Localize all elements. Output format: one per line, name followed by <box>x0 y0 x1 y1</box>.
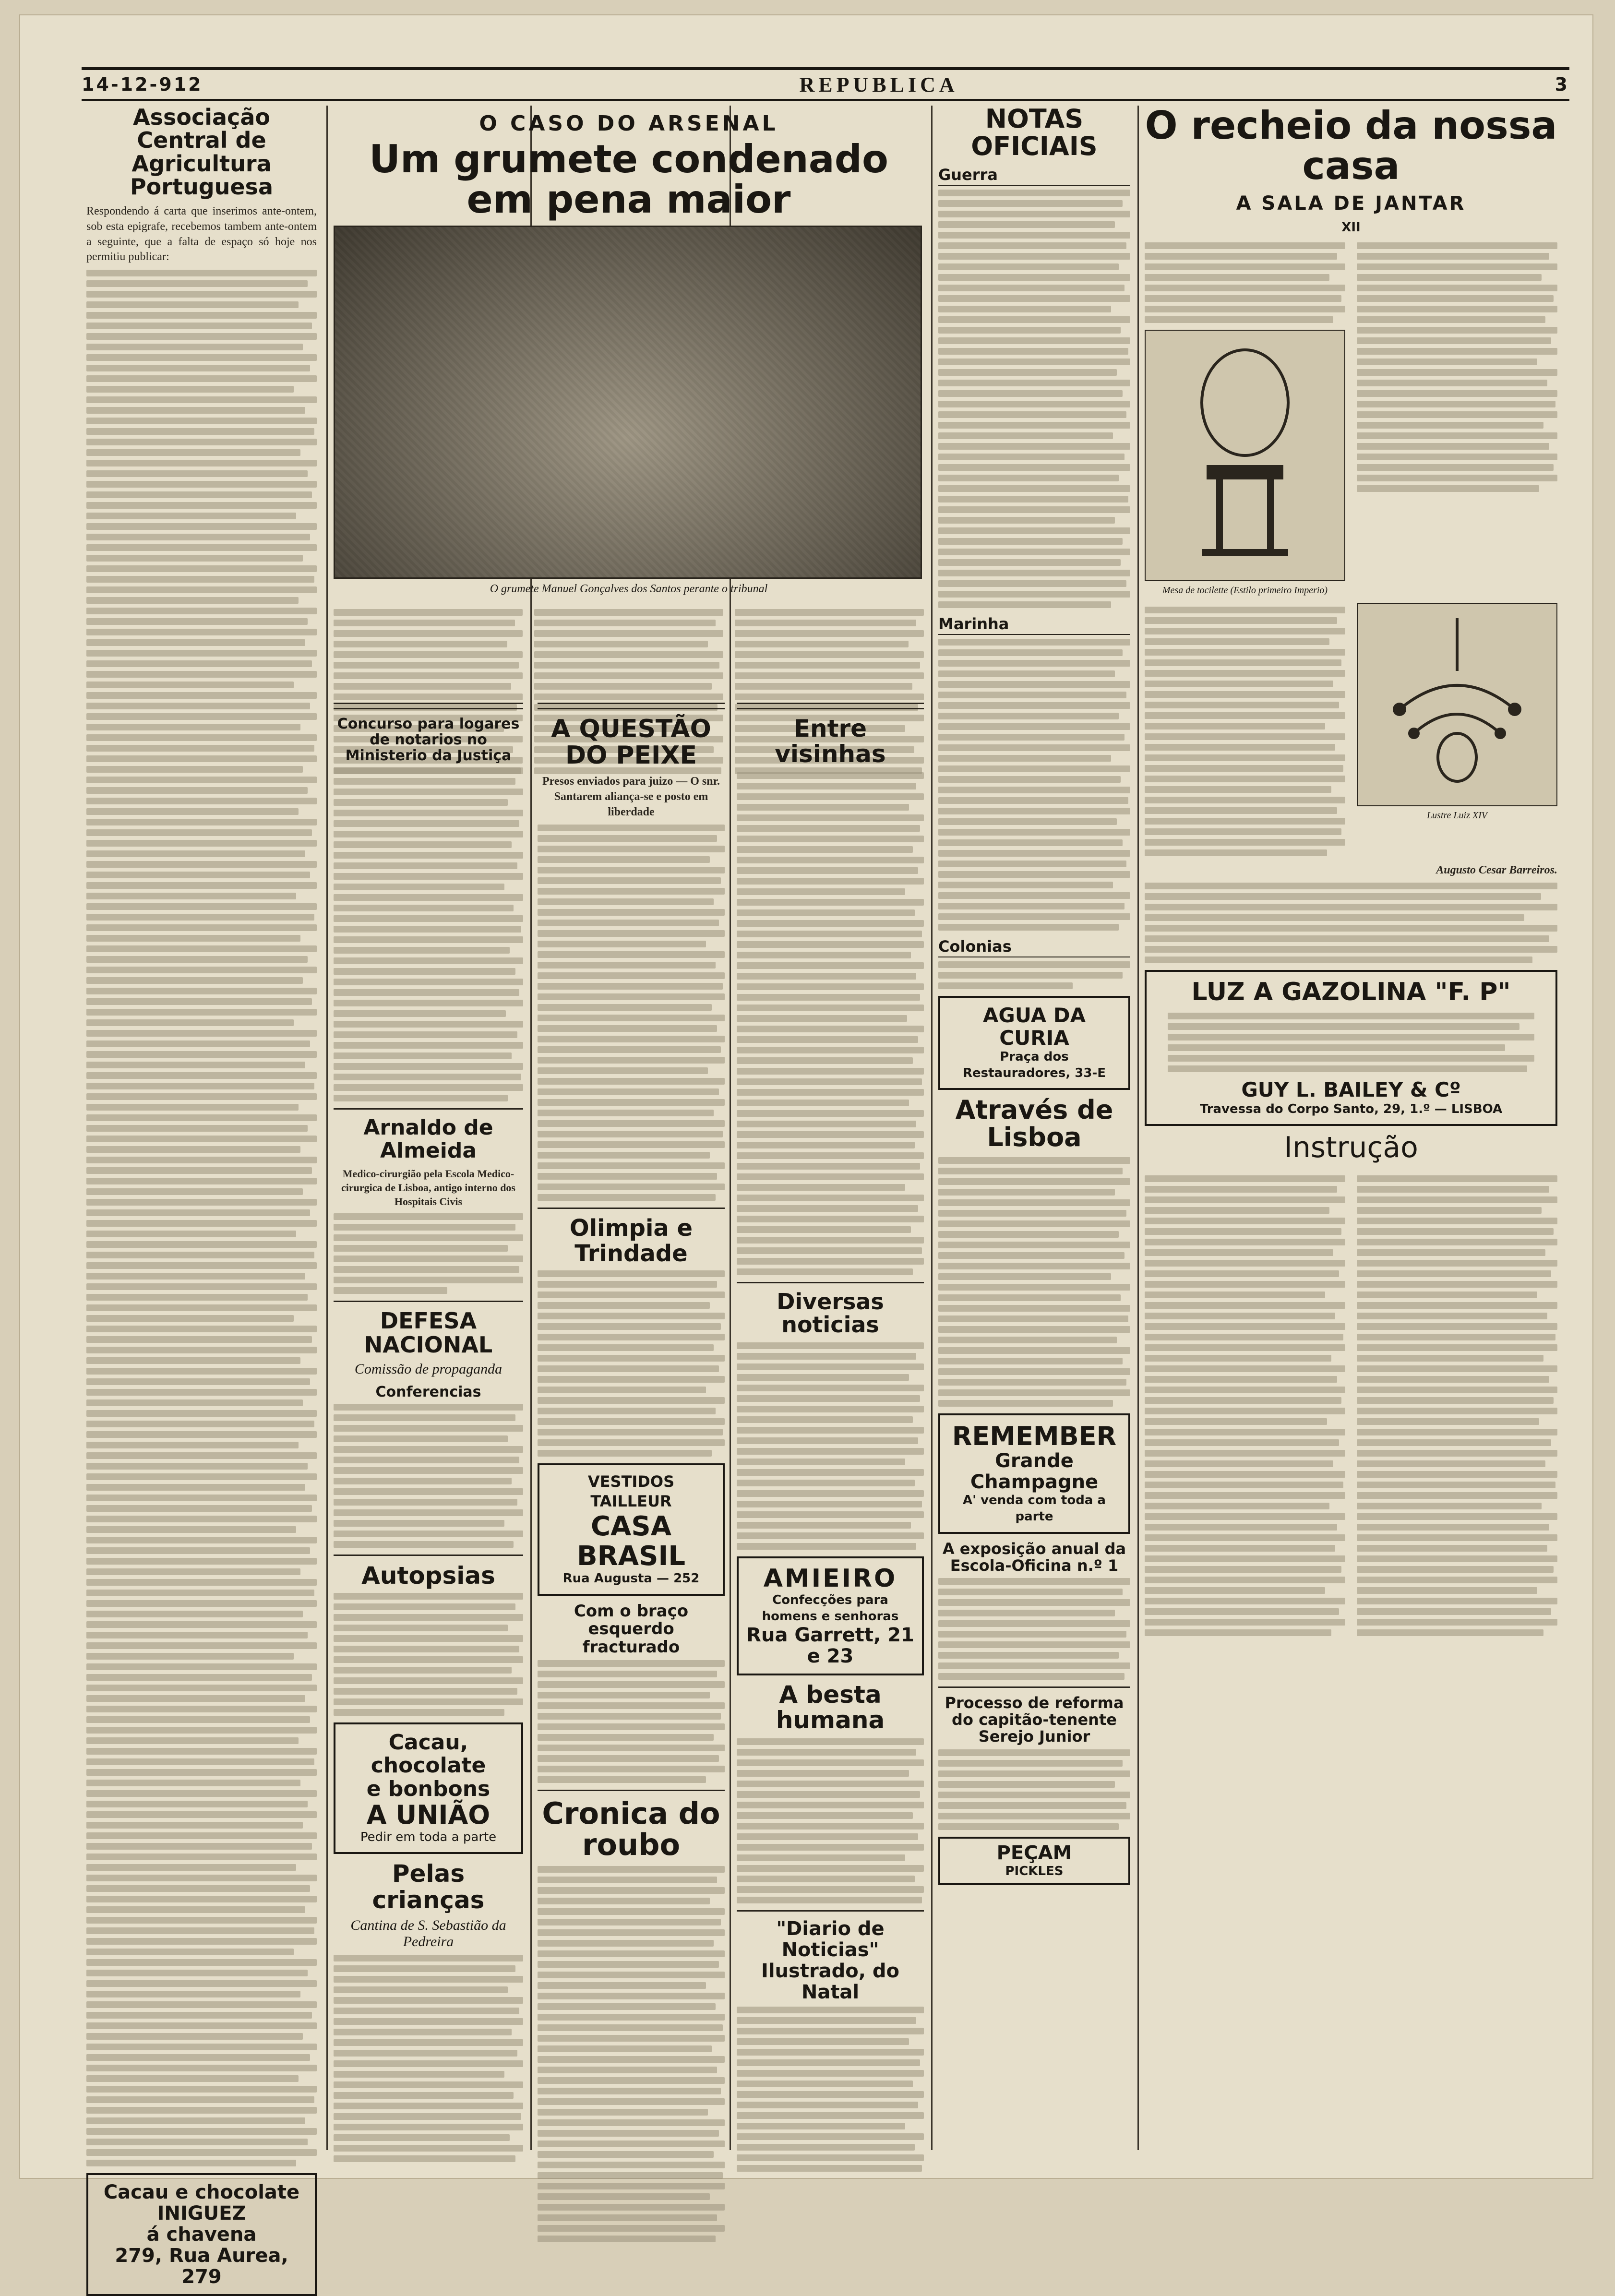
recheio-text-row-2 <box>1145 603 1557 863</box>
vestidos-ad-line3: Rua Augusta — 252 <box>562 1571 700 1586</box>
column-rule <box>931 106 933 2150</box>
defesa-sub: Comissão de propaganda <box>354 1361 502 1377</box>
arnaldo-headline: Arnaldo de Almeida <box>363 1115 493 1163</box>
colonias-body <box>938 961 1130 989</box>
arnaldo-body <box>334 1213 523 1294</box>
arsenal-story <box>334 106 924 777</box>
pelas-criancas-body <box>334 1955 523 2162</box>
autopsias-headline: Autopsias <box>361 1562 495 1590</box>
gazolina-ad <box>1145 970 1557 1126</box>
vestidos-ad-line2: CASA BRASIL <box>577 1510 685 1572</box>
braco-headline: Com o braço esquerdo fracturado <box>574 1601 689 1657</box>
defesa-headline: DEFESA NACIONAL <box>364 1307 493 1358</box>
iniguez-ad-sub: á chavena <box>146 2223 257 2246</box>
instrucao-headline: Instrução <box>1284 1131 1418 1165</box>
column-peixe <box>538 696 725 2150</box>
cacau-ad-line4: Pedir em toda a parte <box>360 1830 497 1844</box>
diversas-headline: Diversas noticias <box>777 1289 884 1338</box>
recheio-sub: A SALA DE JANTAR <box>1236 192 1466 215</box>
pickles-ad-line2: PICKLES <box>1005 1864 1064 1878</box>
notas-oficiais-headline: NOTAS OFICIAIS <box>971 104 1098 161</box>
gazolina-ad-line1: LUZ A GAZOLINA "F. P" <box>1191 978 1511 1007</box>
diario-headline: "Diario de Noticias" Ilustrado, do Natal <box>761 1918 900 2004</box>
conferencias-body <box>334 1404 523 1548</box>
colonias-label: Colonias <box>938 937 1130 957</box>
column-rule <box>326 106 328 2150</box>
cacau-ad-line2: e bonbons <box>366 1776 490 1801</box>
peixe-body <box>538 825 725 1201</box>
braco-body <box>538 1660 725 1783</box>
marinha-label: Marinha <box>938 615 1130 635</box>
marinha-body <box>938 639 1130 931</box>
cronica-body <box>538 1866 725 2242</box>
lustre-caption: Lustre Luiz XIV <box>1427 810 1487 821</box>
column-agricultura <box>86 104 317 2288</box>
processo-headline: Processo de reforma do capitão-tenente Serejo Junior <box>945 1694 1124 1746</box>
agricultura-headline: Associação Central de Agricultura Portuguesa <box>130 104 274 200</box>
remember-ad-line3: A' venda com toda a parte <box>963 1493 1106 1524</box>
amieiro-ad-line1: AMIEIRO <box>763 1564 897 1593</box>
olimpia-body <box>538 1270 725 1457</box>
concurso-headline: Concurso para logares de notarios no Ministerio da Justiça <box>337 716 520 764</box>
diario-body <box>737 2007 924 2172</box>
atraves-headline: Através de Lisboa <box>955 1095 1113 1153</box>
pickles-ad <box>938 1837 1130 1886</box>
conferencias-heading: Conferencias <box>375 1384 481 1401</box>
column-concurso <box>334 696 523 2150</box>
olimpia-headline: Olimpia e Trindade <box>569 1215 693 1267</box>
visinhas-body <box>737 772 924 1275</box>
concurso-body <box>334 767 523 1101</box>
visinhas-headline: Entre visinhas <box>775 715 886 768</box>
cantina-sub: Cantina de S. Sebastião da Pedreira <box>350 1917 506 1950</box>
pickles-ad-line1: PEÇAM <box>996 1842 1072 1864</box>
agricultura-body-text <box>86 270 317 2166</box>
gazolina-ad-line3: Travessa do Corpo Santo, 29, 1.º — LISBOA <box>1199 1101 1503 1116</box>
recheio-headline: O recheio da nossa casa <box>1145 103 1557 188</box>
masthead <box>82 67 1569 101</box>
remember-ad <box>938 1413 1130 1534</box>
recheio-numeral: XII <box>1341 220 1361 235</box>
besta-body <box>737 1738 924 1903</box>
curia-ad-line1: AGUA DA CURIA <box>982 1004 1086 1050</box>
exposicao-body <box>938 1578 1130 1680</box>
lustre-illustration <box>1357 603 1557 806</box>
curia-ad <box>938 996 1130 1090</box>
tribunal-photo <box>334 226 922 579</box>
vestidos-ad <box>538 1463 725 1596</box>
mesa-icon <box>1173 345 1317 566</box>
processo-body <box>938 1749 1130 1830</box>
column-rule <box>1137 106 1139 2150</box>
pelas-criancas-headline: Pelas crianças <box>372 1860 485 1914</box>
peixe-headline: A QUESTÃO DO PEIXE <box>551 715 711 770</box>
curia-ad-line2: Praça dos Restauradores, 33-E <box>962 1049 1106 1080</box>
remember-ad-line2: Grande Champagne <box>970 1450 1099 1494</box>
recheio-signature: Augusto Cesar Barreiros. <box>1436 863 1557 876</box>
cacau-ad-line3: A UNIÃO <box>366 1800 490 1830</box>
newspaper-page <box>19 14 1593 2288</box>
column-recheio <box>1145 103 1557 2150</box>
agricultura-intro: Respondendo á carta que inserimos ante-ontem, sob esta epigrafe, recebemos tambem ante-ontem a seguinte, que a falta de espaço só hoje nos permitiu publicar: <box>86 205 317 263</box>
iniguez-ad <box>86 2173 317 2296</box>
recheio-notes <box>1145 883 1557 963</box>
page-number: 3 <box>1555 74 1569 95</box>
mesa-caption: Mesa de tocilette (Estilo primeiro Imperio) <box>1162 585 1328 596</box>
column-visinhas <box>737 696 924 2150</box>
column-notas-oficiais <box>938 106 1130 2150</box>
gazolina-ad-line2: GUY L. BAILEY & Cº <box>1241 1078 1461 1102</box>
peixe-sub: Presos enviados para juizo — O snr. Santarem aliança-se e posto em liberdade <box>542 775 720 818</box>
recheio-text-row-1 <box>1145 239 1557 603</box>
besta-headline: A besta humana <box>776 1681 885 1734</box>
amieiro-ad-line3: Rua Garrett, 21 e 23 <box>746 1624 914 1668</box>
guerra-body <box>938 190 1130 608</box>
cacau-uniao-ad <box>334 1722 523 1854</box>
arsenal-headline: Um grumete condenado em pena maior <box>369 137 888 222</box>
iniguez-ad-address: 279, Rua Aurea, 279 <box>115 2244 288 2288</box>
instrucao-body <box>1145 1169 1557 1647</box>
iniguez-ad-title: Cacau e chocolate INIGUEZ <box>103 2181 300 2224</box>
arsenal-kicker: O CASO DO ARSENAL <box>479 111 778 136</box>
vestidos-ad-line1: VESTIDOS TAILLEUR <box>587 1472 675 1511</box>
issue-date: 14-12-912 <box>82 74 203 95</box>
arnaldo-sub: Medico-cirurgião pela Escola Medico-cirurgica de Lisboa, antigo interno dos Hospitais Civis <box>341 1167 515 1208</box>
newspaper-title: REPUBLICA <box>799 72 958 96</box>
cronica-headline: Cronica do roubo <box>542 1796 720 1863</box>
remember-ad-line1: REMEMBER <box>952 1421 1117 1451</box>
exposicao-headline: A exposição anual da Escola-Oficina n.º 1 <box>942 1539 1126 1575</box>
diversas-body <box>737 1342 924 1550</box>
cacau-ad-line1: Cacau, chocolate <box>371 1730 486 1778</box>
amieiro-ad <box>737 1556 924 1676</box>
autopsias-body <box>334 1593 523 1716</box>
tribunal-photo-caption: O grumete Manuel Gonçalves dos Santos perante o tribunal <box>490 583 768 596</box>
chandelier-icon <box>1380 613 1534 796</box>
guerra-label: Guerra <box>938 166 1130 186</box>
mesa-illustration <box>1145 330 1345 581</box>
atraves-body <box>938 1157 1130 1407</box>
amieiro-ad-line2: Confecções para homens e senhoras <box>762 1592 899 1624</box>
